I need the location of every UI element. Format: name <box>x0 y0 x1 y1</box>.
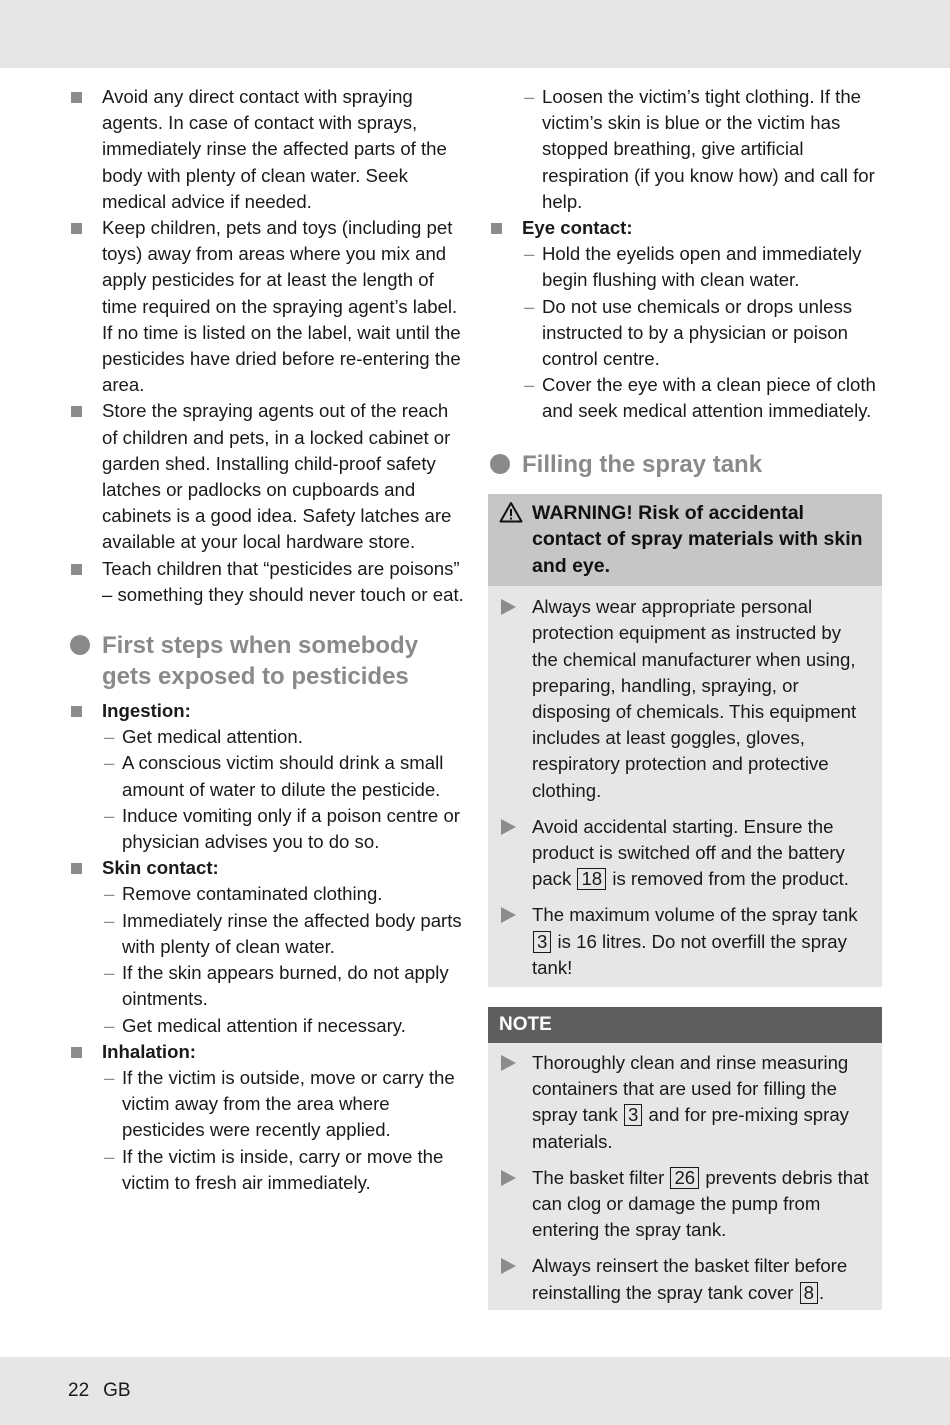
note-title: NOTE <box>488 1007 882 1043</box>
dash-icon: – <box>104 1014 115 1036</box>
dash-item: – If the skin appears burned, do not apply ointments. <box>104 962 449 1010</box>
subsection-title: Eye contact: <box>488 215 882 241</box>
square-bullet-icon <box>71 564 82 575</box>
arrow-bullet-icon <box>501 1170 516 1186</box>
dash-item: – Hold the eyelids open and immediately begin flushing with clean water. <box>524 243 862 291</box>
list-item: Thoroughly clean and rinse measuring containers that are used for filling the spray tank 3 and for pre-mixing spray materials. <box>488 1050 882 1155</box>
warning-box <box>488 494 882 987</box>
part-number-ref: 3 <box>533 931 551 953</box>
subsection-title: Skin contact: <box>68 855 466 881</box>
note-box <box>488 1007 882 1310</box>
part-number-ref: 8 <box>800 1282 818 1304</box>
dash-icon: – <box>524 243 535 265</box>
circle-bullet-icon <box>70 635 90 655</box>
part-number-ref: 26 <box>670 1167 699 1189</box>
list-item: Avoid any direct contact with spraying agents. In case of contact with sprays, immediately rinse the affected parts of the body with plenty of clean water. Seek medical advice if needed. <box>68 84 466 215</box>
language-code: GB <box>103 1380 131 1401</box>
page-footer <box>68 1380 145 1402</box>
arrow-bullet-icon <box>501 1258 516 1274</box>
dash-item: – Get medical attention. <box>68 724 466 750</box>
part-number-ref: 3 <box>624 1104 642 1126</box>
warning-triangle-icon <box>499 501 523 523</box>
list-item: The basket filter 26 prevents debris that can clog or damage the pump from entering the spray tank. <box>488 1165 882 1244</box>
dash-icon: – <box>524 86 535 107</box>
dash-icon: – <box>104 752 115 774</box>
dash-item: – Immediately rinse the affected body parts with plenty of clean water. <box>104 909 462 957</box>
section-heading: Filling the spray tank <box>488 449 882 480</box>
dash-item: – Get medical attention if necessary. <box>68 1013 466 1039</box>
dash-icon: – <box>104 804 115 826</box>
dash-item: – If the victim is outside, move or carry the victim away from the area where pesticides were recently applied. <box>104 1066 455 1141</box>
dash-item: – Induce vomiting only if a poison centre or physician advises you to do so. <box>104 804 460 853</box>
warning-title: WARNING! Risk of accidental contact of spray materials with skin and eye. <box>488 494 882 587</box>
list-item: Always wear appropriate personal protection equipment as instructed by the chemical manufacturer when using, preparing, handling, spraying, or disposing of chemicals. This equipment includes at least goggles, gloves, respiratory protection and protective clothing. <box>488 594 882 804</box>
part-number-ref: 18 <box>577 868 606 890</box>
dash-item: – A conscious victim should drink a small amount of water to dilute the pesticide. <box>104 752 444 800</box>
list-item: Store the spraying agents out of the reach of children and pets, in a locked cabinet or garden shed. Installing child-proof safety latches or padlocks on cupboards and cabinets is a good idea. Safety latches are available at your local hardware store. <box>68 398 466 555</box>
square-bullet-icon <box>71 406 82 417</box>
arrow-bullet-icon <box>501 907 516 923</box>
header-band <box>0 0 950 68</box>
arrow-bullet-icon <box>501 819 516 835</box>
dash-icon: – <box>524 295 535 317</box>
square-bullet-icon <box>71 863 82 874</box>
dash-item: – Remove contaminated clothing. <box>68 881 466 907</box>
dash-icon: – <box>104 909 115 931</box>
list-item: The maximum volume of the spray tank 3 is 16 litres. Do not overfill the spray tank! <box>488 902 882 981</box>
dash-item: – Loosen the victim’s tight clothing. If the victim’s skin is blue or the victim has stopped breathing, give artificial respiration (if you know how) and call for help. <box>524 86 875 212</box>
subsection-title: Inhalation: <box>68 1039 466 1065</box>
list-item: Avoid accidental starting. Ensure the product is switched off and the battery pack 18 is removed from the product. <box>488 814 882 893</box>
arrow-bullet-icon <box>501 599 516 615</box>
square-bullet-icon <box>71 223 82 234</box>
list-item: Keep children, pets and toys (including pet toys) away from areas where you mix and apply pesticides for at least the length of time required on the spraying agent’s label. If no time is listed on the label, wait until the pesticides have dried before re-entering the area. <box>68 215 466 398</box>
left-column <box>68 84 466 1196</box>
dash-item: – If the victim is inside, carry or move the victim to fresh air immediately. <box>104 1145 444 1193</box>
dash-icon: – <box>104 1145 115 1167</box>
dash-icon: – <box>104 962 115 984</box>
dash-icon: – <box>104 726 115 748</box>
dash-item: – Cover the eye with a clean piece of cloth and seek medical attention immediately. <box>524 374 876 422</box>
dash-icon: – <box>104 1066 115 1088</box>
arrow-bullet-icon <box>501 1055 516 1071</box>
dash-icon: – <box>104 883 115 905</box>
list-item: Teach children that “pesticides are poisons” – something they should never touch or eat. <box>68 556 466 608</box>
dash-item: – Do not use chemicals or drops unless instructed to by a physician or poison control centre. <box>524 295 853 370</box>
list-item: Always reinsert the basket filter before reinstalling the spray tank cover 8 . <box>488 1253 882 1305</box>
square-bullet-icon <box>71 92 82 103</box>
right-column <box>488 84 882 1310</box>
square-bullet-icon <box>71 706 82 717</box>
section-heading: First steps when somebody gets exposed to pesticides <box>68 630 466 692</box>
dash-icon: – <box>524 374 535 396</box>
circle-bullet-icon <box>490 454 510 474</box>
subsection-title: Ingestion: <box>68 698 466 724</box>
square-bullet-icon <box>71 1047 82 1058</box>
square-bullet-icon <box>491 223 502 234</box>
page-number: 22 <box>68 1380 90 1401</box>
